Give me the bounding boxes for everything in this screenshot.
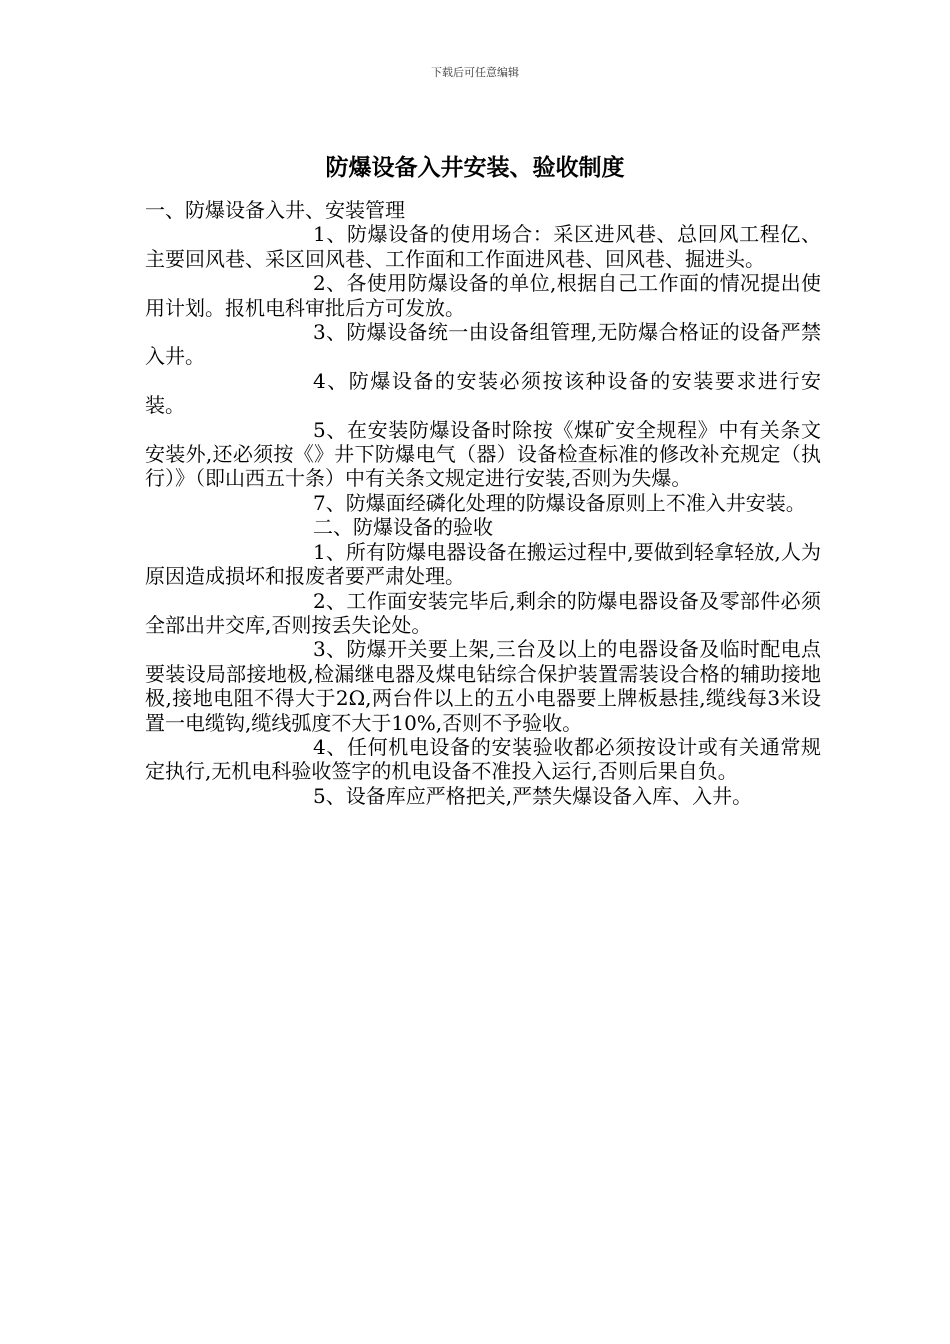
paragraph-item: 3、防爆设备统一由设备组管理,无防爆合格证的设备严禁入井。 [145, 320, 821, 369]
paragraph-item: 4、任何机电设备的安装验收都必须按设计或有关通常规定执行,无机电科验收签字的机电设备不准投入运行,否则后果自负。 [145, 734, 821, 784]
paragraph-item: 1、所有防爆电器设备在搬运过程中,要做到轻拿轻放,人为原因造成损坏和报废者要严肃处理。 [145, 539, 821, 589]
paragraph-item: 5、在安装防爆设备时除按《煤矿安全规程》中有关条文安装外,还必须按《》井下防爆电气（器）设备检查标准的修改补充规定（执行）》（即山西五十条）中有关条文规定进行安装,否则为失爆。 [145, 417, 821, 491]
section-heading-2: 二、防爆设备的验收 [313, 515, 493, 540]
document-title: 防爆设备入井安装、验收制度 [325, 155, 625, 181]
section-heading-1: 一、防爆设备入井、安装管理 [145, 198, 405, 222]
paragraph-item: 3、防爆开关要上架,三台及以上的电器设备及临时配电点要装设局部接地极,检漏继电器及煤电钻综合保护装置需装设合格的辅助接地极,接地电阻不得大于2Ω,两台件以上的五小电器要上牌板悬挂,缆线每3米设置一电缆钩,缆线弧度不大于10%,否则不予验收。 [145, 637, 821, 735]
paragraph-item: 5、设备库应严格把关,严禁失爆设备入库、入井。 [313, 783, 753, 808]
paragraph-item: 4、防爆设备的安装必须按该种设备的安装要求进行安装。 [145, 368, 821, 418]
paragraph-item: 1、防爆设备的使用场合：采区进风巷、总回风工程亿、主要回风巷、采区回风巷、工作面和工作面进风巷、回风巷、掘进头。 [145, 222, 821, 271]
paragraph-item: 7、防爆面经磷化处理的防爆设备原则上不准入井安装。 [313, 490, 806, 515]
paragraph-item: 2、各使用防爆设备的单位,根据自己工作面的情况提出使用计划。报机电科审批后方可发放。 [145, 271, 821, 320]
document-body [145, 198, 821, 808]
page-header-note: 下载后可任意编辑 [431, 66, 519, 79]
paragraph-item: 2、工作面安装完毕后,剩余的防爆电器设备及零部件必须全部出井交库,否则按丢失论处。 [145, 588, 821, 637]
